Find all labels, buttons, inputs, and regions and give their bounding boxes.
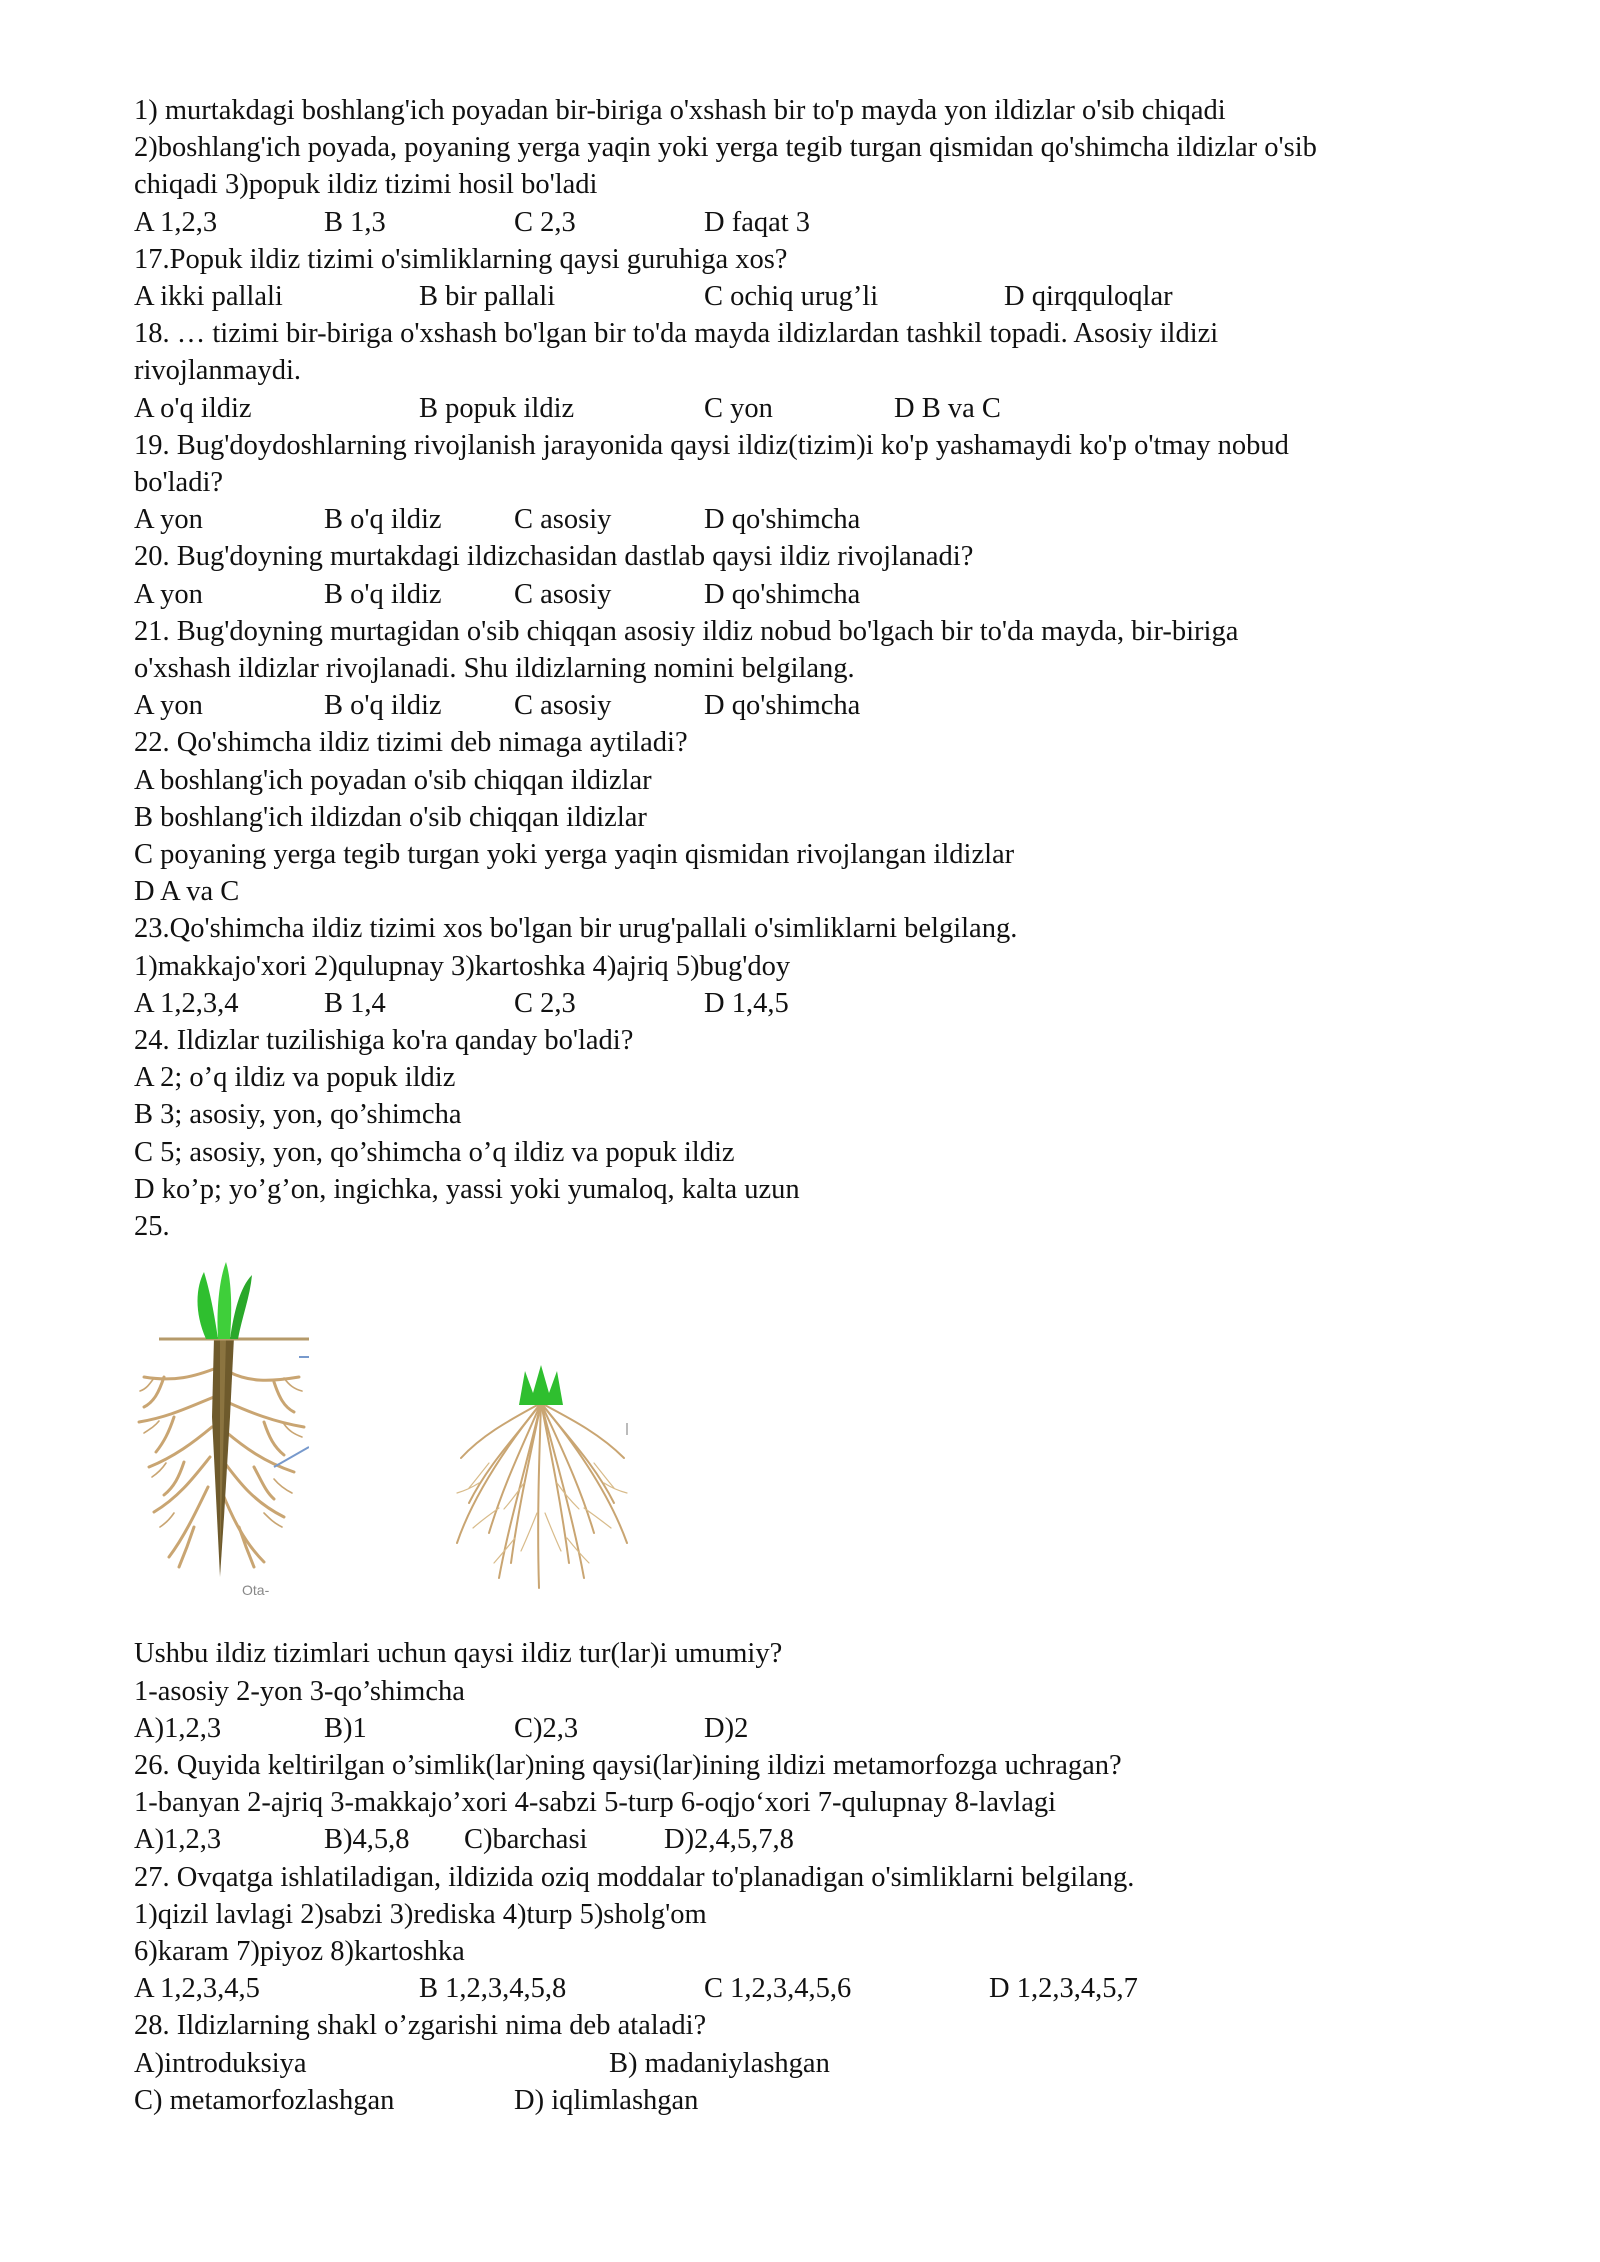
q28-options-row1	[134, 2045, 1494, 2082]
q25-number: 25.	[134, 1211, 170, 1243]
figure-label: Ota-	[242, 1582, 270, 1598]
q20-question: 20. Bug'doyning murtakdagi ildizchasidan dastlab qaysi ildiz rivojlanadi?	[134, 541, 974, 573]
q16-options	[134, 204, 1494, 241]
q18-option-b[interactable]: B popuk ildiz	[419, 392, 575, 424]
q18-options	[134, 390, 1494, 427]
q26-option-b[interactable]: B)4,5,8	[324, 1824, 410, 1856]
q28-option-a[interactable]: A)introduksiya	[134, 2047, 307, 2079]
q25-option-d[interactable]: D)2	[704, 1712, 749, 1744]
q20-option-d[interactable]: D qo'shimcha	[704, 578, 861, 610]
q18-line1: 18. … tizimi bir-biriga o'xshash bo'lgan bir to'da mayda ildizlardan tashkil topadi. Asosiy ildizi	[134, 318, 1219, 350]
q27-option-c[interactable]: C 1,2,3,4,5,6	[704, 1973, 852, 2005]
q21-option-c[interactable]: C asosiy	[514, 690, 612, 722]
q19-option-a[interactable]: A yon	[134, 504, 203, 536]
q17-option-b[interactable]: B bir pallali	[419, 281, 556, 313]
q24-option-a[interactable]: A 2; o’q ildiz va popuk ildiz	[134, 1062, 456, 1094]
q25-question: Ushbu ildiz tizimlari uchun qaysi ildiz tur(lar)i umumiy?	[134, 1638, 783, 1670]
q18-option-a[interactable]: A o'q ildiz	[134, 392, 252, 424]
q23-items: 1)makkajo'xori 2)qulupnay 3)kartoshka 4)ajriq 5)bug'doy	[134, 950, 791, 982]
q22-option-b[interactable]: B boshlang'ich ildizdan o'sib chiqqan ildizlar	[134, 801, 647, 833]
q17-option-c[interactable]: C ochiq urug’li	[704, 281, 879, 313]
q27-options	[134, 1970, 1494, 2007]
taproot-system-image	[134, 1257, 309, 1597]
q23-question: 23.Qo'shimcha ildiz tizimi xos bo'lgan bir urug'pallali o'simliklarni belgilang.	[134, 913, 1018, 945]
fibrous-root-system-image	[449, 1363, 634, 1598]
q28-option-c[interactable]: C) metamorfozlashgan	[134, 2084, 395, 2116]
q20-option-a[interactable]: A yon	[134, 578, 203, 610]
q28-option-d[interactable]: D) iqlimlashgan	[514, 2084, 699, 2116]
q22-option-c[interactable]: C poyaning yerga tegib turgan yoki yerga yaqin qismidan rivojlangan ildizlar	[134, 839, 1015, 871]
q26-option-d[interactable]: D)2,4,5,7,8	[664, 1824, 794, 1856]
q26-items: 1-banyan 2-ajriq 3-makkajo’xori 4-sabzi 5-turp 6-oqjo‘xori 7-qulupnay 8-lavlagi	[134, 1787, 1057, 1819]
q26-option-a[interactable]: A)1,2,3	[134, 1824, 222, 1856]
q24-option-b[interactable]: B 3; asosiy, yon, qo’shimcha	[134, 1099, 462, 1131]
q16-line2: 2)boshlang'ich poyada, poyaning yerga yaqin yoki yerga tegib turgan qismidan qo'shimcha ildizlar o'sib	[134, 132, 1317, 164]
q16-option-d[interactable]: D faqat 3	[704, 206, 811, 238]
q25-option-b[interactable]: B)1	[324, 1712, 367, 1744]
q16-option-c[interactable]: C 2,3	[514, 206, 576, 238]
worksheet	[134, 92, 1494, 2119]
root-systems-figure	[134, 1245, 1494, 1635]
q28-option-b[interactable]: B) madaniylashgan	[609, 2047, 830, 2079]
q27-items-2: 6)karam 7)piyoz 8)kartoshka	[134, 1935, 465, 1967]
q22-option-d[interactable]: D A va C	[134, 876, 240, 908]
q26-option-c[interactable]: C)barchasi	[464, 1824, 588, 1856]
q23-option-a[interactable]: A 1,2,3,4	[134, 987, 239, 1019]
q25-option-a[interactable]: A)1,2,3	[134, 1712, 222, 1744]
q21-line1: 21. Bug'doyning murtagidan o'sib chiqqan asosiy ildiz nobud bo'lgach bir to'da mayda, bir-biriga	[134, 615, 1239, 647]
q24-option-d[interactable]: D ko’p; yo’g’on, ingichka, yassi yoki yumaloq, kalta uzun	[134, 1173, 800, 1205]
q19-option-b[interactable]: B o'q ildiz	[324, 504, 442, 536]
q21-options	[134, 687, 1494, 724]
q21-line2: o'xshash ildizlar rivojlanadi. Shu ildizlarning nomini belgilang.	[134, 653, 855, 685]
q20-option-c[interactable]: C asosiy	[514, 578, 612, 610]
q19-option-c[interactable]: C asosiy	[514, 504, 612, 536]
q26-question: 26. Quyida keltirilgan o’simlik(lar)ning qaysi(lar)ining ildizi metamorfozga uchragan?	[134, 1749, 1122, 1781]
q22-question: 22. Qo'shimcha ildiz tizimi deb nimaga aytiladi?	[134, 727, 688, 759]
q28-question: 28. Ildizlarning shakl o’zgarishi nima deb ataladi?	[134, 2010, 707, 2042]
q16-line3: chiqadi 3)popuk ildiz tizimi hosil bo'ladi	[134, 169, 598, 201]
q20-options	[134, 576, 1494, 613]
q17-option-a[interactable]: A ikki pallali	[134, 281, 283, 313]
q21-option-d[interactable]: D qo'shimcha	[704, 690, 861, 722]
q20-option-b[interactable]: B o'q ildiz	[324, 578, 442, 610]
q21-option-b[interactable]: B o'q ildiz	[324, 690, 442, 722]
q19-options	[134, 501, 1494, 538]
q18-line2: rivojlanmaydi.	[134, 355, 302, 387]
q19-line2: bo'ladi?	[134, 467, 224, 499]
q24-option-c[interactable]: C 5; asosiy, yon, qo’shimcha o’q ildiz va popuk ildiz	[134, 1136, 735, 1168]
q22-option-a[interactable]: A boshlang'ich poyadan o'sib chiqqan ildizlar	[134, 764, 652, 796]
q19-line1: 19. Bug'doydoshlarning rivojlanish jarayonida qaysi ildiz(tizim)i ko'p yashamaydi ko'p o'tmay nobud	[134, 429, 1289, 461]
q21-option-a[interactable]: A yon	[134, 690, 203, 722]
q25-option-c[interactable]: C)2,3	[514, 1712, 579, 1744]
q19-option-d[interactable]: D qo'shimcha	[704, 504, 861, 536]
q27-option-b[interactable]: B 1,2,3,4,5,8	[419, 1973, 567, 2005]
q17-option-d[interactable]: D qirqquloqlar	[1004, 281, 1173, 313]
q28-options-row2	[134, 2082, 1494, 2119]
q23-option-d[interactable]: D 1,4,5	[704, 987, 789, 1019]
q17-options	[134, 278, 1494, 315]
q24-question: 24. Ildizlar tuzilishiga ko'ra qanday bo'ladi?	[134, 1025, 634, 1057]
q23-option-b[interactable]: B 1,4	[324, 987, 386, 1019]
q27-question: 27. Ovqatga ishlatiladigan, ildizida oziq moddalar to'planadigan o'simliklarni belgilang.	[134, 1861, 1135, 1893]
q26-options	[134, 1821, 1494, 1858]
q23-options	[134, 985, 1494, 1022]
q16-line1: 1) murtakdagi boshlang'ich poyadan bir-biriga o'xshash bir to'p mayda yon ildizlar o'sib chiqadi	[134, 95, 1226, 126]
q16-option-b[interactable]: B 1,3	[324, 206, 386, 238]
q18-option-c[interactable]: C yon	[704, 392, 773, 424]
q27-option-d[interactable]: D 1,2,3,4,5,7	[989, 1973, 1138, 2005]
q18-option-d[interactable]: D B va C	[894, 392, 1001, 424]
q23-option-c[interactable]: C 2,3	[514, 987, 576, 1019]
q25-options	[134, 1710, 1494, 1747]
q16-option-a[interactable]: A 1,2,3	[134, 206, 218, 238]
q27-option-a[interactable]: A 1,2,3,4,5	[134, 1973, 260, 2005]
q17-question: 17.Popuk ildiz tizimi o'simliklarning qaysi guruhiga xos?	[134, 243, 788, 275]
q27-items-1: 1)qizil lavlagi 2)sabzi 3)rediska 4)turp 5)sholg'om	[134, 1898, 707, 1930]
q25-items: 1-asosiy 2-yon 3-qo’shimcha	[134, 1675, 465, 1707]
